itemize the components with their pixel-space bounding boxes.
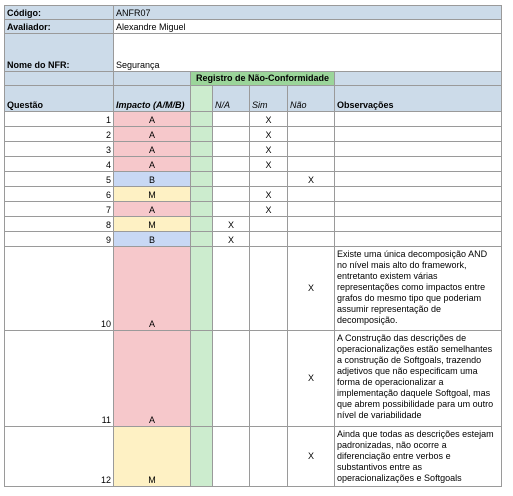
green-cell: [191, 157, 213, 172]
nao-cell: X: [288, 331, 335, 427]
green-cell: [191, 112, 213, 127]
avaliador-value: Alexandre Miguel: [114, 20, 502, 34]
impacto-cell: B: [114, 172, 191, 187]
avaliador-label: Avaliador:: [5, 20, 114, 34]
impacto-header: Impacto (A/M/B): [114, 86, 191, 112]
table-row: [5, 427, 502, 487]
na-cell: [213, 142, 250, 157]
green-cell: [191, 331, 213, 427]
green-cell: [191, 232, 213, 247]
sim-cell: [250, 427, 288, 487]
green-cell: [191, 427, 213, 487]
obs-cell: [335, 157, 502, 172]
sim-cell: [250, 232, 288, 247]
table-row: [5, 112, 502, 127]
green-column-header: [191, 86, 213, 112]
impacto-cell: B: [114, 232, 191, 247]
na-cell: [213, 427, 250, 487]
green-cell: [191, 247, 213, 331]
impacto-cell: A: [114, 247, 191, 331]
na-cell: [213, 127, 250, 142]
sim-cell: X: [250, 157, 288, 172]
obs-cell: [335, 172, 502, 187]
nao-cell: [288, 202, 335, 217]
header-spacer: [114, 72, 191, 86]
questao-cell: 11: [5, 331, 114, 427]
obs-cell: [335, 142, 502, 157]
table-row: [5, 202, 502, 217]
questao-cell: 7: [5, 202, 114, 217]
impacto-cell: M: [114, 187, 191, 202]
questao-cell: 12: [5, 427, 114, 487]
na-cell: [213, 202, 250, 217]
nao-cell: X: [288, 427, 335, 487]
na-cell: [213, 247, 250, 331]
impacto-cell: A: [114, 202, 191, 217]
nao-cell: X: [288, 172, 335, 187]
impacto-cell: A: [114, 142, 191, 157]
nao-cell: [288, 112, 335, 127]
na-cell: [213, 112, 250, 127]
green-cell: [191, 127, 213, 142]
impacto-cell: M: [114, 427, 191, 487]
nfr-value: Segurança: [114, 34, 502, 72]
questao-cell: 8: [5, 217, 114, 232]
codigo-label: Código:: [5, 6, 114, 20]
impacto-cell: M: [114, 217, 191, 232]
green-cell: [191, 187, 213, 202]
green-cell: [191, 172, 213, 187]
sim-cell: [250, 331, 288, 427]
observacoes-header: Observações: [335, 86, 502, 112]
na-cell: [213, 172, 250, 187]
obs-cell: [335, 232, 502, 247]
table-row: [5, 157, 502, 172]
table-row: [5, 331, 502, 427]
nao-cell: [288, 187, 335, 202]
nfr-evaluation-table: [4, 5, 502, 487]
nao-cell: [288, 232, 335, 247]
questao-cell: 3: [5, 142, 114, 157]
questao-cell: 5: [5, 172, 114, 187]
header-spacer: [5, 72, 114, 86]
nao-cell: X: [288, 247, 335, 331]
questao-cell: 6: [5, 187, 114, 202]
sim-cell: X: [250, 112, 288, 127]
sim-cell: X: [250, 187, 288, 202]
registro-header: Registro de Não-Conformidade: [191, 72, 335, 86]
sim-cell: X: [250, 127, 288, 142]
table-row: [5, 247, 502, 331]
table-row: [5, 127, 502, 142]
sim-cell: [250, 217, 288, 232]
impacto-cell: A: [114, 331, 191, 427]
sim-cell: X: [250, 202, 288, 217]
table-row: [5, 142, 502, 157]
obs-cell: A Construção das descrições de operacionalizações estão semelhantes a construção de Softgoals, trazendo adjetivos que não especificam uma forma de operacionalizar a implementação daquele Softgoal, mas que abrem possibilidade para um outro nível de variabilidade: [335, 331, 502, 427]
sim-cell: X: [250, 142, 288, 157]
green-cell: [191, 202, 213, 217]
sim-cell: [250, 172, 288, 187]
questao-header: Questão: [5, 86, 114, 112]
sim-header: Sim: [250, 86, 288, 112]
header-spacer: [335, 72, 502, 86]
na-cell: [213, 157, 250, 172]
na-header: N/A: [213, 86, 250, 112]
na-cell: [213, 331, 250, 427]
table-row: [5, 217, 502, 232]
nfr-label: Nome do NFR:: [5, 34, 114, 72]
green-cell: [191, 142, 213, 157]
obs-cell: [335, 217, 502, 232]
questao-cell: 4: [5, 157, 114, 172]
obs-cell: [335, 112, 502, 127]
nao-cell: [288, 217, 335, 232]
green-cell: [191, 217, 213, 232]
sim-cell: [250, 247, 288, 331]
obs-cell: [335, 187, 502, 202]
questao-cell: 2: [5, 127, 114, 142]
na-cell: X: [213, 217, 250, 232]
impacto-cell: A: [114, 112, 191, 127]
questao-cell: 10: [5, 247, 114, 331]
nao-cell: [288, 127, 335, 142]
obs-cell: [335, 202, 502, 217]
obs-cell: [335, 127, 502, 142]
na-cell: [213, 187, 250, 202]
questao-cell: 9: [5, 232, 114, 247]
impacto-cell: A: [114, 127, 191, 142]
obs-cell: Existe uma única decomposição AND no nível mais alto do framework, entretanto existem várias representações como impactos entre grafos do mesmo tipo que poderiam assumir representação de decomposição.: [335, 247, 502, 331]
nao-cell: [288, 157, 335, 172]
impacto-cell: A: [114, 157, 191, 172]
table-row: [5, 232, 502, 247]
nao-cell: [288, 142, 335, 157]
na-cell: X: [213, 232, 250, 247]
codigo-value: ANFR07: [114, 6, 502, 20]
nao-header: Não: [288, 86, 335, 112]
obs-cell: Ainda que todas as descrições estejam padronizadas, não ocorre a diferenciação entre verbos e substantivos entre as operacionalizações e Softgoals: [335, 427, 502, 487]
questao-cell: 1: [5, 112, 114, 127]
table-row: [5, 172, 502, 187]
table-row: [5, 187, 502, 202]
